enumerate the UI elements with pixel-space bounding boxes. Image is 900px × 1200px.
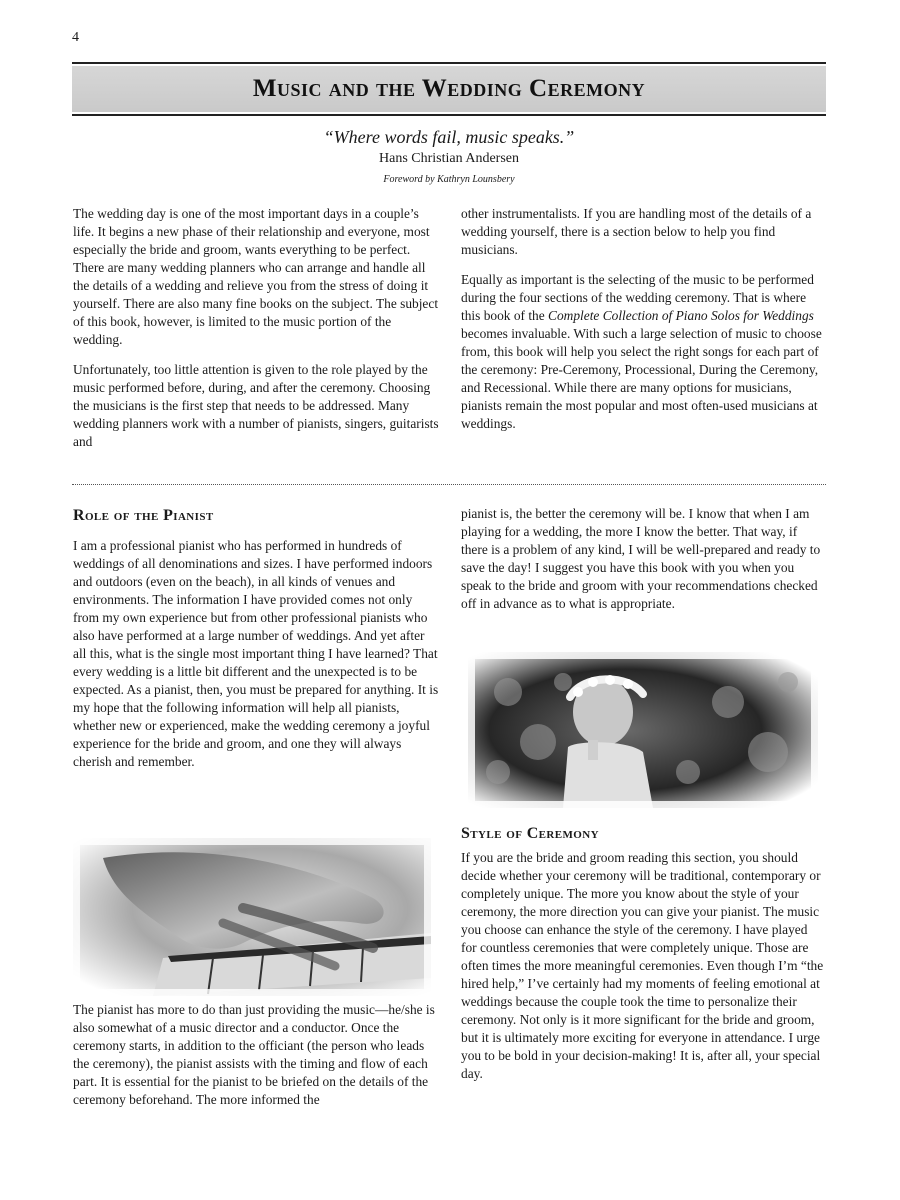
section-heading: Role of the Pianist [73,507,214,524]
intro-left-column [73,205,441,463]
epigraph [72,127,826,185]
foreword-credit: Foreword by Kathryn Lounsbery [383,174,515,185]
intro-paragraph: Unfortunately, too little attention is given to the role played by the music performed before, during, and after the ceremony. Choosing the musicians is the first step that needs to be addressed. Many wedding planners work with a number of pianists, singers, guitarists and [73,362,439,449]
epigraph-quote: “Where words fail, music speaks.” [323,127,575,147]
book-title: Complete Collection of Piano Solos for Weddings [548,308,814,323]
intro-right-column [461,205,826,445]
style-of-ceremony-section [461,825,826,1095]
body-paragraph: If you are the bride and groom reading this section, you should decide whether your ceremony will be traditional, contemporary or completely unique. The more you know about the style of your ceremony, the more direction you can give your pianist. The music you choose can enhance the style of the ceremony. I have played for countless ceremonies that were completely unique. Those are often times the more meaningful ceremonies. Even though I’m “the hired help,” I’ve certainly had my moments of feeling emotional at weddings because the couple took the time to personalize their ceremony. Not only is it more significant for the bride and groom, but it is ultimately more exciting for everyone in attendance. I urge you to be bold in your decision-making! It is, after all, your special day. [461,850,824,1081]
title-banner [72,62,826,116]
piano-hands-image [73,838,431,996]
text-run: becomes invaluable. With such a large selection of music to choose from, this book will help you select the right songs for each part of the ceremony: Pre-Ceremony, Processional, During the Ceremony, and Recessional. While there are many options for musicians, pianists remain the most popular and most often-used musicians at weddings. [461,326,822,431]
flower-girl-image [468,652,818,808]
body-paragraph: The pianist has more to do than just providing the music—he/she is also somewhat of a music director and a conductor. Once the ceremony starts, in addition to the officiant (the person who leads the ceremony), the pianist assists with the timing and flow of each part. It is essential for the pianist to be briefed on the details of the ceremony beforehand. The more informed the [73,1002,435,1107]
page-title: Music and the Wedding Ceremony [252,75,646,102]
text-run: Equally as important is the selecting of the music to be performed during the four sections of the wedding ceremony. That is where this book of the [461,272,814,323]
role-of-pianist-continued [73,1001,441,1121]
body-paragraph: I am a professional pianist who has performed in hundreds of weddings of all denominations and sizes. I have performed indoors and outdoors (even on the beach), in all kinds of venues and environments. The information I have provided comes not only from my own experience but from other professional pianists who also have performed at a large number of weddings. And yet after all this, what is the single most important thing I have learned? That every wedding is a little bit different and the unexpected is to be expected. As a pianist, then, you must be prepared for anything. It is my hope that the following information will help all pianists, whether new or experienced, make the wedding ceremony a joyful experience for the bride and groom, and one they will always cherish and remember. [73,538,439,769]
intro-paragraph [461,271,826,433]
epigraph-author: Hans Christian Andersen [379,151,519,166]
page-number: 4 [72,30,79,45]
intro-paragraph: The wedding day is one of the most important days in a couple’s life. It begins a new phase of their relationship and everyone, most especially the bride and groom, wants everything to be perfect. There are many wedding planners who can arrange and handle all the details of a wedding and relieve you from the stress of doing it yourself. There are also many fine books on the subject. The subject of this book, however, is limited to the music portion of the wedding. [73,206,439,347]
role-of-pianist-right-column [461,505,826,625]
body-paragraph: pianist is, the better the ceremony will be. I know that when I am playing for a wedding, the more I know the better. That way, if there is a problem of any kind, I will be well-prepared and ready to save the day! I suggest you have this book with you when you speak to the bride and groom with your recommendations checked off in advance as to what is appropriate. [461,506,821,611]
section-heading: Style of Ceremony [461,825,599,842]
piano-hands-photo [73,838,431,996]
flower-girl-photo [468,652,818,808]
intro-paragraph: other instrumentalists. If you are handling most of the details of a wedding yourself, there is a section below to help you find musicians. [461,206,812,257]
role-of-pianist-section [73,507,441,783]
section-divider [72,484,826,485]
